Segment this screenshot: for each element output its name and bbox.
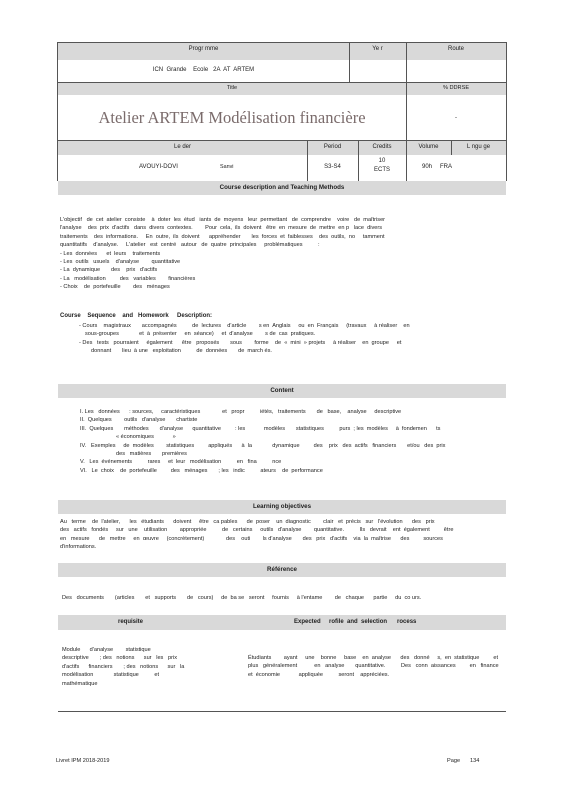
volume-label: Volume — [418, 144, 439, 150]
year-label: Ye r — [372, 46, 383, 52]
content-heading: Content — [58, 384, 506, 398]
program-label: Progr mme — [188, 46, 219, 52]
course-description-body — [60, 216, 505, 292]
leader-last-name: AVOUYI-DOVI — [139, 164, 178, 170]
prereq-left-line: d'actifs financiers ; des notions sur la — [62, 663, 185, 670]
sequence-heading: Course Sequence and Homework Description: — [60, 313, 213, 319]
content-line: « économiques » — [116, 434, 176, 441]
prereq-right-body — [248, 654, 506, 679]
sequence-line: - Des tests pourraient également être proposés sous forme de « mini » projets à réaliser en groupe et — [79, 339, 402, 346]
leader-label: Le der — [173, 144, 191, 150]
description-item: - La dynamique des prix d'actifs — [60, 267, 158, 274]
prereq-right-line: plus généralement en analyse quantitative. Des conn aissances en finance — [248, 663, 499, 670]
route-label: Route — [447, 46, 464, 52]
sequence-body — [79, 322, 509, 356]
content-line: II. Quelques outils d'analyse chartiste — [80, 417, 198, 424]
content-line: IV. Exemples de modèles statistiques appliqués à la dynamique des prix des actifs financiers et/ou des prix — [80, 442, 446, 449]
footer-page-number: 134 — [470, 758, 480, 764]
prereq-left-body — [62, 646, 222, 688]
prereq-left-line: modélisation statistique et — [62, 672, 160, 679]
ddrse-value: - — [455, 115, 457, 121]
prereq-left-line: Module d'analyse statistique — [62, 647, 151, 653]
description-item: - Les données et leurs traitements — [60, 250, 161, 257]
title-label: Title — [226, 85, 238, 91]
leader-first-name: Sanvi — [220, 164, 234, 170]
footer-booklet: Livret IPM 2018-2019 — [56, 758, 110, 764]
content-line: des matières premières — [116, 451, 187, 458]
description-item: - Les outils usuels d'analyse quantitative — [60, 259, 181, 266]
period-label: Period — [323, 144, 342, 150]
prereq-left-line: mathématique — [62, 680, 98, 687]
sequence-line: sous-groupes et à présenter en séance) et d'analyse s de cas pratiques. — [85, 331, 316, 338]
sequence-line: - Cours magistraux accompagnés de lectures d'article s en Anglais ou en Français (travaux à réaliser en — [79, 323, 410, 329]
objectives-line: des actifs fondés sur une utilisation appropriée de certains outils d'analyse quantitative. Ils devrait ent également être — [60, 527, 454, 534]
prereq-right-line: et économie appliquée seront appréciées. — [248, 671, 390, 678]
content-line: V. Les événements rares et leur modélisation en fina nce — [80, 459, 282, 466]
description-item: - Choix de portefeuille des ménages — [60, 284, 170, 291]
objectives-line: en mesure de mettre en œuvre (concrètement) des outi ls d'analyse des prix d'actifs via la maîtrise des sources — [60, 535, 443, 542]
language-value: FRA — [440, 164, 452, 170]
content-line: I. Les données : sources, caractéristiques et propr iétés, traitements de base, analyse descriptive — [80, 409, 402, 415]
reference-heading: Référence — [58, 563, 506, 577]
ddrse-label: % DDRSE — [442, 85, 470, 91]
footer-page-label: Page — [447, 758, 461, 764]
course-description-heading: Course description and Teaching Methods — [58, 181, 506, 195]
objectives-body — [60, 518, 505, 552]
reference-text: Des documents (articles et supports de cours) de ba se seront fournis à l'entame de chaque partie du co urs. — [62, 595, 422, 601]
bottom-rule — [58, 711, 506, 712]
period-value: S3-S4 — [324, 164, 341, 170]
prereq-left-line: descriptive ; des notions sur les prix — [62, 655, 178, 662]
description-line: l'analyse des prix d'actifs dans divers contextes. Pour cela, ils doivent être en mesure de mettre en p lace divers — [60, 225, 383, 232]
sequence-line: donnant lieu à une exploitation de données de march és. — [91, 348, 272, 355]
prereq-left-heading: requisite — [118, 619, 144, 625]
credits-value: 10 — [378, 158, 386, 164]
objectives-line: Au terme de l'atelier, les étudiants doivent être ca pables de poser un diagnostic clair et précis sur l'évolution des prix — [60, 519, 435, 525]
content-line: III. Quelques méthodes d'analyse quantitative : les modèles statistiques purs ; les modèles à fondemen ts — [80, 425, 441, 432]
volume-value: 90h — [422, 164, 433, 170]
description-line: traitements des informations. En outre, ils doivent appréhender les forces et faiblesses des outils, no tamment — [60, 233, 385, 240]
objectives-heading: Learning objectives — [58, 500, 506, 514]
objectives-line: d'informations. — [60, 544, 97, 551]
description-item: - La modélisation des variables financières — [60, 275, 196, 282]
content-line: VI. Le choix de portefeuille des ménages ; les indic ateurs de performance — [80, 467, 323, 474]
language-label: L ngu ge — [466, 144, 491, 150]
credits-unit: ECTS — [373, 167, 390, 173]
credits-label: Credits — [372, 144, 392, 150]
description-line: quantitatifs d'analyse. L'atelier est centré autour de quatre principales problématiques : — [60, 242, 320, 249]
prereq-right-heading: Expected rofile and selection rocess — [294, 619, 417, 625]
prereq-right-line: Étudiants ayant une bonne base en analyse des donné s, en statistique et — [248, 655, 499, 661]
description-line: L'objectif de cet atelier consiste à doter les étud iants de moyens leur permettant de comprendre voire de maîtriser — [60, 217, 386, 223]
content-body — [80, 408, 505, 475]
program-value: ICN Grande Ecole 2A AT ARTEM — [152, 67, 255, 73]
course-title: Atelier ARTEM Modélisation financière — [98, 108, 366, 127]
